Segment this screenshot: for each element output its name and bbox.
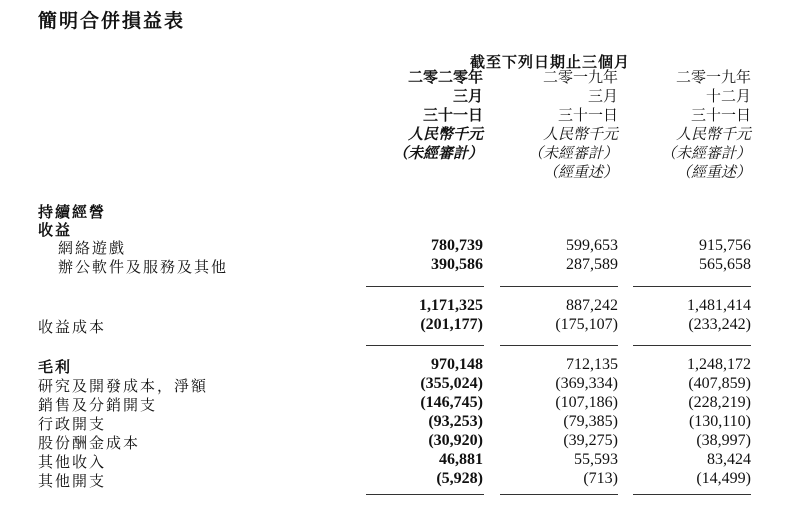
value-2019-mar: (369,334) [555, 375, 618, 392]
row-label: 辦公軟件及服務及其他 [58, 258, 229, 276]
value-2019-dec: 565,658 [699, 256, 751, 273]
value-2020-mar: 780,739 [431, 237, 483, 254]
value-2019-dec: 1,248,172 [687, 356, 751, 373]
column-header-line: （未經審計） [660, 144, 751, 162]
statement-title: 簡明合併損益表 [38, 10, 186, 32]
row-label: 毛利 [38, 358, 73, 376]
table-row [0, 470, 790, 490]
row-label: 銷售及分銷開支 [38, 396, 158, 414]
column-header-line: 二零一九年 [542, 68, 618, 86]
value-2019-dec: (228,219) [688, 394, 751, 411]
table-row [0, 413, 790, 433]
row-label: 行政開支 [38, 415, 107, 433]
value-2020-mar: 1,171,325 [419, 297, 483, 314]
table-row [0, 394, 790, 414]
subtotal-rule [633, 286, 751, 287]
value-2019-mar: 55,593 [574, 451, 618, 468]
column-header-line: 人民幣千元 [675, 125, 751, 143]
value-2019-mar: (79,385) [563, 413, 618, 430]
column-header-line: 二零一九年 [675, 68, 751, 86]
column-header-line: 二零二零年 [407, 68, 483, 86]
value-2019-mar: 287,589 [566, 256, 618, 273]
table-row [0, 256, 790, 276]
row-label: 其他收入 [38, 453, 107, 471]
section-label: 收益 [38, 221, 73, 239]
subtotal-rule [633, 494, 751, 495]
row-label: 研究及開發成本，淨額 [38, 377, 209, 395]
value-2019-dec: (14,499) [696, 470, 751, 487]
value-2020-mar: (146,745) [420, 394, 483, 411]
table-row [0, 451, 790, 471]
value-2019-mar: (713) [583, 470, 618, 487]
table-row [0, 432, 790, 452]
column-header-line: 三月 [587, 87, 618, 105]
value-2019-mar: 599,653 [566, 237, 618, 254]
column-header-line: 三十一日 [557, 106, 618, 124]
value-2020-mar: 970,148 [431, 356, 483, 373]
column-header-line: 三十一日 [690, 106, 751, 124]
column-header-line: 十二月 [705, 87, 751, 105]
column-header-line: 三月 [452, 87, 483, 105]
value-2019-dec: (38,997) [696, 432, 751, 449]
row-label: 網絡遊戲 [58, 239, 127, 257]
value-2020-mar: 390,586 [431, 256, 483, 273]
table-row-gross-profit [0, 356, 790, 376]
value-2019-dec: (233,242) [688, 316, 751, 333]
subtotal-rule [633, 345, 751, 346]
period-header: 截至下列日期止三個月 [470, 53, 631, 71]
table-row-total-revenue [0, 297, 790, 317]
value-2019-mar: 887,242 [566, 297, 618, 314]
value-2019-mar: (39,275) [563, 432, 618, 449]
row-label: 股份酬金成本 [38, 434, 141, 452]
section-revenue [0, 219, 790, 239]
value-2019-dec: (407,859) [688, 375, 751, 392]
value-2020-mar: (201,177) [420, 316, 483, 333]
subtotal-rule [366, 345, 484, 346]
column-header-line: 人民幣千元 [407, 125, 483, 143]
value-2020-mar: 46,881 [439, 451, 483, 468]
column-header-2019-mar [488, 68, 618, 182]
value-2020-mar: (93,253) [428, 413, 483, 430]
column-header-line: 人民幣千元 [542, 125, 618, 143]
column-header-2019-dec [621, 68, 751, 182]
column-header-line: （未經審計） [392, 144, 483, 162]
subtotal-rule [500, 286, 618, 287]
section-continuing-operations [0, 201, 790, 221]
column-header-line: （未經審計） [527, 144, 618, 162]
value-2019-dec: 1,481,414 [687, 297, 751, 314]
subtotal-rule [500, 494, 618, 495]
column-header-2020-mar [353, 68, 483, 163]
value-2020-mar: (5,928) [436, 470, 483, 487]
value-2019-dec: 915,756 [699, 237, 751, 254]
subtotal-rule [366, 286, 484, 287]
column-header-line: （經重述） [675, 163, 751, 181]
section-label: 持續經營 [38, 203, 107, 221]
row-label: 其他開支 [38, 472, 107, 490]
table-row [0, 316, 790, 336]
value-2019-dec: (130,110) [688, 413, 751, 430]
value-2019-dec: 83,424 [707, 451, 751, 468]
value-2019-mar: 712,135 [566, 356, 618, 373]
subtotal-rule [366, 494, 484, 495]
table-row [0, 375, 790, 395]
subtotal-rule [500, 345, 618, 346]
column-header-line: 三十一日 [422, 106, 483, 124]
value-2019-mar: (175,107) [555, 316, 618, 333]
row-label: 收益成本 [38, 318, 107, 336]
value-2019-mar: (107,186) [555, 394, 618, 411]
value-2020-mar: (355,024) [420, 375, 483, 392]
value-2020-mar: (30,920) [428, 432, 483, 449]
table-row [0, 237, 790, 257]
column-header-line: （經重述） [542, 163, 618, 181]
